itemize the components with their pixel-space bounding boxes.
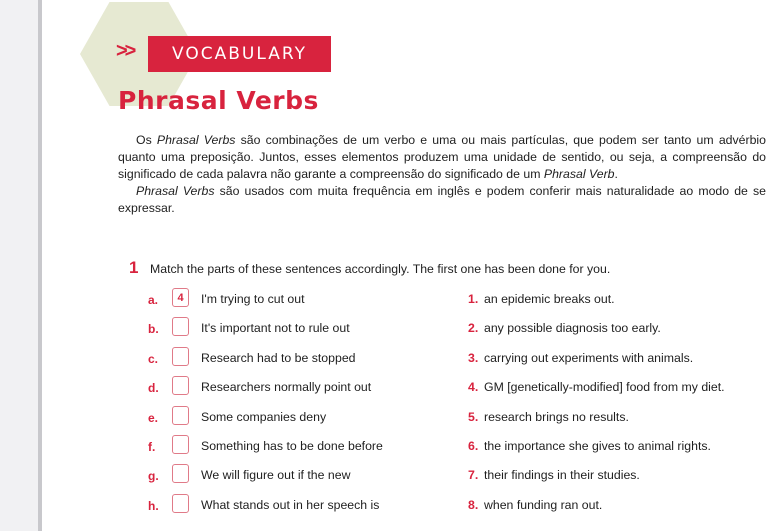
match-row xyxy=(0,345,771,370)
item-letter: h. xyxy=(148,498,159,513)
sentence-end: the importance she gives to animal rights. xyxy=(484,439,711,453)
ending-number: 7. xyxy=(468,468,479,483)
answer-box[interactable] xyxy=(172,347,189,366)
exercise-number: 1 xyxy=(129,258,139,277)
sentence-end: any possible diagnosis too early. xyxy=(484,321,661,336)
sentence-start: Some companies deny xyxy=(201,409,327,424)
sentence-end: research brings no results. xyxy=(484,409,629,424)
match-row xyxy=(0,433,771,458)
match-row xyxy=(0,315,771,340)
ending-number: 6. xyxy=(468,439,479,453)
answer-box[interactable] xyxy=(172,317,189,336)
answer-box[interactable]: 4 xyxy=(172,288,189,307)
match-row xyxy=(0,286,771,311)
sentence-end: when funding ran out. xyxy=(484,497,603,512)
intro-paragraph-1: Os Phrasal Verbs são combinações de um verbo e uma ou mais partículas, que podem ser tanto um advérbio quanto uma preposição. Juntos, esses elementos produzem uma unidade de sentido, ou seja, a compreensão do significado de cada palavra não garante a compreensão do significado de um Phrasal Verb. xyxy=(118,133,766,181)
intro-paragraph-2: Phrasal Verbs são usados com muita frequência em inglês e podem conferir mais naturalidade ao modo de se expressar. xyxy=(118,184,766,215)
intro-text xyxy=(118,132,766,217)
sentence-start: I'm trying to cut out xyxy=(201,292,305,306)
item-letter: c. xyxy=(148,351,159,366)
item-letter: e. xyxy=(148,410,159,425)
answer-box[interactable] xyxy=(172,406,189,425)
sentence-start: Researchers normally point out xyxy=(201,380,372,395)
match-row xyxy=(0,404,771,429)
ending-number: 1. xyxy=(468,292,479,306)
answer-box[interactable] xyxy=(172,376,189,395)
ending-number: 2. xyxy=(468,321,479,336)
term-phrasal-verbs: Phrasal Verbs xyxy=(136,184,215,198)
sentence-start: It's important not to rule out xyxy=(201,321,350,336)
ending-number: 3. xyxy=(468,350,479,365)
item-letter: b. xyxy=(148,322,159,337)
item-letter: g. xyxy=(148,469,159,484)
sentence-start: We will figure out if the new xyxy=(201,468,351,483)
exercise-instruction: Match the parts of these sentences accordingly. The first one has been done for you. xyxy=(150,262,611,276)
double-chevron-icon: >> xyxy=(116,40,134,62)
item-letter: f. xyxy=(148,440,156,454)
answer-box[interactable] xyxy=(172,464,189,483)
sentence-end: carrying out experiments with animals. xyxy=(484,350,694,365)
item-letter: d. xyxy=(148,381,159,396)
sentence-start: What stands out in her speech is xyxy=(201,497,380,512)
section-label-vocabulary: VOCABULARY xyxy=(148,36,331,72)
ending-number: 4. xyxy=(468,380,479,395)
match-row xyxy=(0,462,771,487)
sentence-end: GM [genetically-modified] food from my diet. xyxy=(484,380,725,395)
term-phrasal-verbs: Phrasal Verbs xyxy=(156,133,236,147)
sentence-start: Something has to be done before xyxy=(201,439,383,453)
sentence-end: an epidemic breaks out. xyxy=(484,292,615,306)
sentence-end: their findings in their studies. xyxy=(484,468,640,483)
page-title: Phrasal Verbs xyxy=(118,86,319,115)
term-phrasal-verb: Phrasal Verb xyxy=(543,167,615,181)
answer-box[interactable] xyxy=(172,435,189,454)
ending-number: 8. xyxy=(468,497,479,512)
sentence-start: Research had to be stopped xyxy=(201,350,356,365)
match-row xyxy=(0,492,771,517)
answer-box[interactable] xyxy=(172,494,189,513)
item-letter: a. xyxy=(148,293,159,307)
ending-number: 5. xyxy=(468,409,479,424)
match-row xyxy=(0,374,771,399)
